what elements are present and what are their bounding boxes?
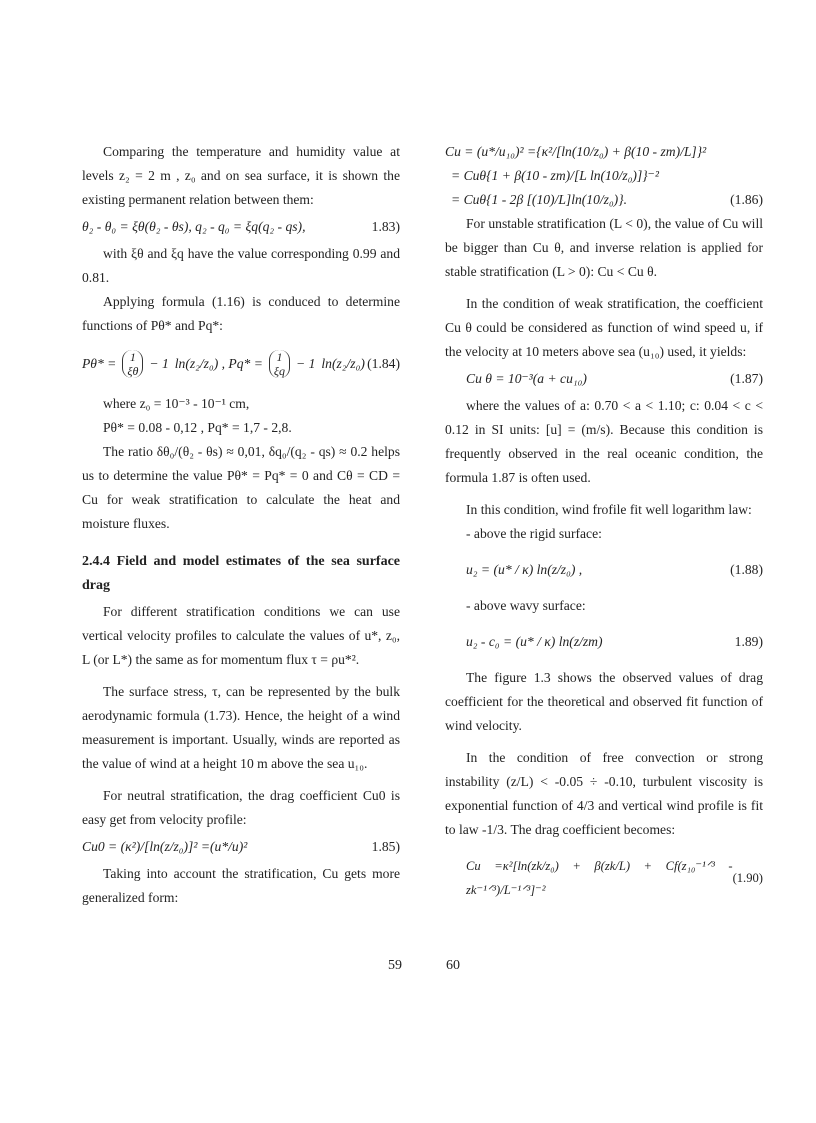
equation-number: 1.89) — [734, 634, 763, 649]
equation-1-90 — [445, 854, 763, 902]
equation-text: Cu =κ²[ln(zk/z₀) + β(zk/L) + Cf(z₁₀⁻¹ᐟ³ - zk⁻¹ᐟ³)/L⁻¹ᐟ³]⁻² — [466, 859, 733, 897]
equation-text — [82, 350, 365, 378]
equation-1-86-line3 — [445, 188, 763, 212]
equation-part: − 1 — [149, 356, 169, 371]
paragraph: In this condition, wind frofile fit well logarithm law: — [466, 502, 752, 517]
paragraph: For unstable stratification (L < 0), the value of Cu will be bigger than Cu θ, and inverse relation is applied for stable stratification (L > 0): Cu < Cu θ. — [445, 216, 763, 279]
paragraph: where the values of a: 0.70 < a < 1.10; c: 0.04 < c < 0.12 in SI units: [u] = (m/s). Because this condition is frequently observed in the real oceanic condition, the formula 1.87 is often used. — [445, 398, 763, 485]
denominator: ξq — [273, 364, 286, 378]
equation-1-84 — [82, 350, 400, 378]
equation-text: Cu θ = 10⁻³(a + cu₁₀) — [466, 371, 587, 386]
equation-1-87 — [445, 367, 763, 391]
equation-text: Cu = (u*/u₁₀)² ={κ²/[ln(10/z₀) + β(10 - zm)/L]}² — [445, 144, 707, 159]
equation-number: 1.85) — [371, 839, 400, 854]
equation-number: 1.83) — [371, 219, 400, 234]
numerator: 1 — [129, 350, 136, 364]
equation-text: u₂ = (u* / κ) ln(z/z₀) , — [466, 562, 583, 577]
equation-text: = Cuθ{1 + β(10 - zm)/[L ln(10/z₀)]}⁻² — [451, 168, 659, 183]
equation-text: u₂ - c₀ = (u* / κ) ln(z/zm) — [466, 634, 603, 649]
denominator: ξθ — [127, 364, 139, 378]
paragraph: The figure 1.3 shows the observed values of drag coefficient for the theoretical and observed fit function of wind velocity. — [445, 670, 763, 733]
equation-part: ln(z₂/z₀) — [321, 356, 365, 371]
fraction — [122, 350, 143, 378]
equation-number: (1.84) — [367, 356, 400, 371]
equation-number: (1.90) — [732, 871, 763, 885]
equation-number: (1.86) — [730, 192, 763, 207]
equation-1-89 — [445, 630, 763, 654]
equation-1-88 — [445, 558, 763, 582]
equation-part: Pθ* = — [82, 356, 117, 371]
equation-text: = Cuθ{1 - 2β [(10)/L]ln(10/z₀)}. — [451, 192, 628, 207]
numerator: 1 — [276, 350, 283, 364]
equation-1-86-line2 — [445, 164, 763, 188]
paragraph: Taking into account the stratification, Cu gets more generalized form: — [82, 866, 400, 905]
page-number-right: 60 — [446, 958, 460, 973]
equation-1-83 — [82, 215, 400, 239]
section-heading: 2.4.4 Field and model estimates of the sea surface drag — [82, 554, 400, 593]
paragraph: where z₀ = 10⁻³ - 10⁻¹ cm, — [103, 396, 250, 411]
paragraph: - above the rigid surface: — [466, 526, 602, 541]
paragraph: In the condition of free convection or strong instability (z/L) < -0.05 ÷ -0.10, turbulent viscosity is exponential function of 4/3 and vertical wind profile is fit to law -1/3. The drag coefficient becomes: — [445, 750, 763, 837]
equation-number: (1.87) — [730, 371, 763, 386]
equation-part: ln(z₂/z₀) , Pq* = — [174, 356, 263, 371]
paragraph: The surface stress, τ, can be represented by the bulk aerodynamic formula (1.73). Hence, the height of a wind measurement is important. Usually, winds are reported as the value of wind at a height 10 m above the sea u₁₀. — [82, 684, 400, 771]
right-page-column — [445, 140, 763, 902]
equation-1-86-line1 — [445, 140, 763, 164]
paragraph: The ratio δθ₀/(θ₂ - θs) ≈ 0,01, δq₀/(q₂ - qs) ≈ 0.2 helps us to determine the value Pθ* = Pq* = 0 and Cθ = CD = Cu for weak stratification to calculate the heat and moisture fluxes. — [82, 444, 400, 531]
left-page-column — [82, 140, 400, 910]
paragraph: For different stratification conditions we can use vertical velocity profiles to calculate the values of u*, z₀, L (or L*) the same as for momentum flux τ = ρu*². — [82, 604, 400, 667]
equation-1-85 — [82, 835, 400, 859]
paragraph: For neutral stratification, the drag coefficient Cu0 is easy get from velocity profile: — [82, 788, 400, 827]
paragraph: Pθ* = 0.08 - 0,12 , Pq* = 1,7 - 2,8. — [103, 420, 292, 435]
equation-number: (1.88) — [730, 562, 763, 577]
page-number-left: 59 — [388, 958, 402, 973]
paragraph: Applying formula (1.16) is conduced to determine functions of Pθ* and Pq*: — [82, 294, 400, 333]
equation-text: Cu0 = (κ²)/[ln(z/z₀)]² =(u*/u)² — [82, 839, 248, 854]
paragraph: - above wavy surface: — [466, 598, 586, 613]
equation-part: − 1 — [296, 356, 316, 371]
paragraph: Comparing the temperature and humidity value at levels z₂ = 2 m , z₀ and on sea surface, it is shown the existing permanent relation between them: — [82, 144, 400, 207]
equation-text: θ₂ - θ₀ = ξθ(θ₂ - θs), q₂ - q₀ = ξq(q₂ - qs), — [82, 219, 306, 234]
paragraph: In the condition of weak stratification, the coefficient Cu θ could be considered as function of wind speed u, if the velocity at 10 meters above sea (u₁₀) used, it yields: — [445, 296, 763, 359]
fraction — [269, 350, 290, 378]
paragraph: with ξθ and ξq have the value corresponding 0.99 and 0.81. — [82, 246, 400, 285]
